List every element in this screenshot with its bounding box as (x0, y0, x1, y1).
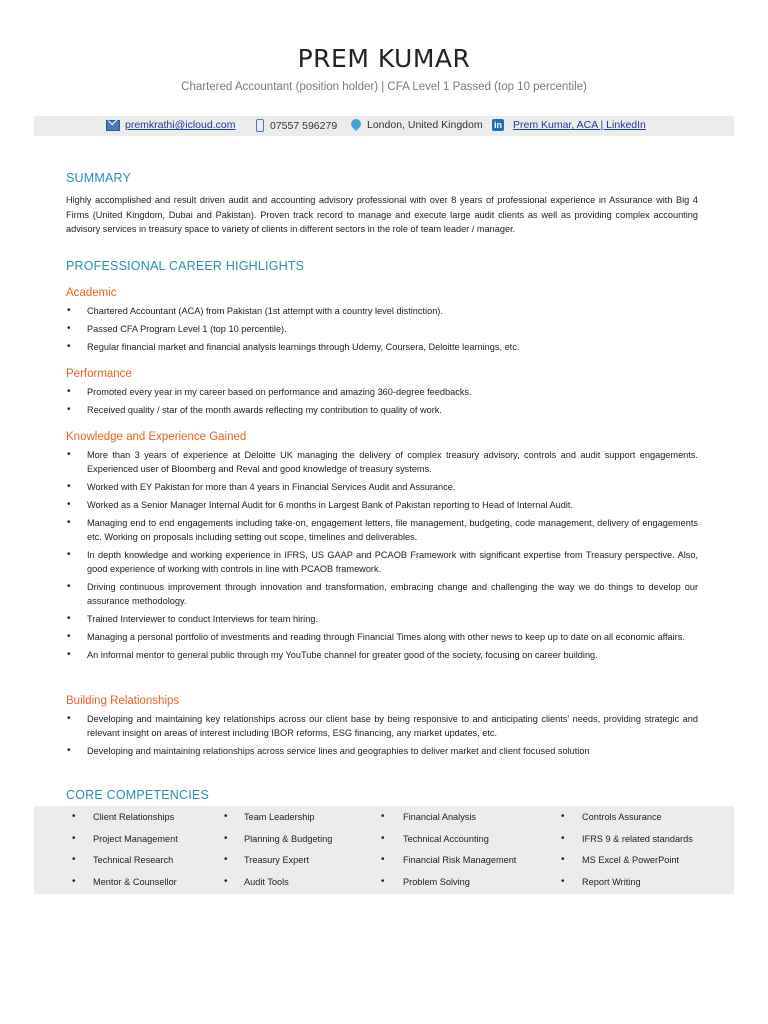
bullet-dot: • (224, 811, 228, 822)
bullet-dot: • (72, 811, 76, 822)
competency-item: Financial Risk Management (403, 855, 517, 865)
bullet-dot: • (224, 833, 228, 844)
list-item: • An informal mentor to general public through my YouTube channel for greater good of the society, focusing on career building. (66, 648, 698, 662)
competency-item: Problem Solving (403, 877, 470, 887)
bullet-dot: • (381, 876, 385, 887)
competency-item: Financial Analysis (403, 812, 477, 822)
knowledge-list (66, 448, 698, 666)
list-item: • Promoted every year in my career based on performance and amazing 360-degree feedbacks. (66, 385, 698, 399)
bullet-dot: • (72, 833, 76, 844)
summary-heading: SUMMARY (66, 171, 132, 185)
performance-heading: Performance (66, 368, 132, 380)
bullet-dot: • (72, 876, 76, 887)
bullet-dot: • (561, 811, 565, 822)
contact-phone (256, 119, 337, 132)
bullet-dot: • (561, 876, 565, 887)
linkedin-icon: in (494, 120, 502, 130)
location-text: London, United Kingdom (367, 119, 483, 131)
competency-item: Controls Assurance (582, 812, 662, 822)
list-item: • Trained Interviewer to conduct Interviews for team hiring. (66, 612, 698, 626)
bullet-dot: • (561, 854, 565, 865)
list-item: • Driving continuous improvement through innovation and transformation, embracing change and challenging the way we do things to develop our assurance methodology. (66, 580, 698, 608)
contact-location (351, 119, 483, 131)
list-item: • Worked as a Senior Manager Internal Audit for 6 months in Largest Bank of Pakistan reporting to Head of Internal Audit. (66, 498, 698, 512)
contact-bar (34, 116, 734, 136)
academic-list (66, 304, 698, 358)
competency-item: Treasury Expert (244, 855, 310, 865)
competency-item: Mentor & Counsellor (93, 877, 177, 887)
list-item: • Developing and maintaining key relationships across our client base by being responsive to and anticipating clients’ needs, providing strategic and relevant insight on areas of interest including IBOR reforms, ESG financing, any market updates, etc. (66, 712, 698, 740)
list-item: • Received quality / star of the month awards reflecting my contribution to quality of work. (66, 403, 698, 417)
performance-list (66, 385, 698, 421)
knowledge-heading: Knowledge and Experience Gained (66, 431, 247, 443)
list-item: • Passed CFA Program Level 1 (top 10 percentile). (66, 322, 698, 336)
list-item: • More than 3 years of experience at Deloitte UK managing the delivery of complex treasury advisory, controls and audit support engagements. Experienced user of Bloomberg and Reval and good knowledge of treasury systems. (66, 448, 698, 476)
bullet-dot: • (381, 854, 385, 865)
relationships-list (66, 712, 698, 762)
competency-item: Technical Research (93, 855, 174, 865)
linkedin-link[interactable]: Prem Kumar, ACA | LinkedIn (513, 119, 646, 131)
contact-linkedin[interactable] (492, 119, 646, 131)
competency-item: MS Excel & PowerPoint (582, 855, 680, 865)
competency-item: Client Relationships (93, 812, 175, 822)
location-pin-icon (349, 117, 363, 131)
competencies-grid (34, 806, 734, 894)
career-highlights-heading: PROFESSIONAL CAREER HIGHLIGHTS (66, 259, 305, 273)
bullet-dot: • (561, 833, 565, 844)
list-item: • In depth knowledge and working experience in IFRS, US GAAP and PCAOB Framework with significant expertise from Treasury perspective. Also, good experience of working with controls in line with PCAOB framework. (66, 548, 698, 576)
competency-item: IFRS 9 & related standards (582, 834, 693, 844)
bullet-dot: • (224, 854, 228, 865)
core-competencies-heading: CORE COMPETENCIES (66, 788, 209, 802)
bullet-dot: • (381, 811, 385, 822)
list-item: • Managing end to end engagements including take-on, engagement letters, file management, budgeting, code management, delivery of engagements etc. Working on proposals including setting out scope, timelines and deliverables. (66, 516, 698, 544)
phone-icon (256, 119, 264, 132)
list-item: • Worked with EY Pakistan for more than 4 years in Financial Services Audit and Assurance. (66, 480, 698, 494)
relationships-heading: Building Relationships (66, 695, 180, 707)
competency-item: Technical Accounting (403, 834, 489, 844)
phone-number: 07557 596279 (270, 119, 338, 132)
bullet-dot: • (224, 876, 228, 887)
candidate-tagline: Chartered Accountant (position holder) | CFA Level 1 Passed (top 10 percentile) (181, 81, 587, 93)
bullet-dot: • (381, 833, 385, 844)
academic-heading: Academic (66, 287, 117, 299)
competency-item: Team Leadership (244, 812, 315, 822)
competency-item: Report Writing (582, 877, 641, 887)
competency-item: Planning & Budgeting (244, 834, 333, 844)
competency-item: Project Management (93, 834, 178, 844)
list-item: • Developing and maintaining relationships across service lines and geographies to deliver market and client focused solution (66, 744, 698, 758)
email-link[interactable]: premkrathi@icloud.com (125, 119, 236, 131)
list-item: • Chartered Accountant (ACA) from Pakistan (1st attempt with a country level distinction). (66, 304, 698, 318)
email-icon (106, 120, 120, 131)
candidate-name: PREM KUMAR (297, 44, 471, 73)
summary-text: Highly accomplished and result driven audit and accounting advisory professional with over 8 years of professional experience in Assurance with Big 4 Firms (United Kingdom, Dubai and Pakistan). Proven track record to manage and execute large audit clients as well as providing complex accounting advisory services in treasury space to variety of clients in different sectors in the role of team leader / manager. (66, 195, 698, 235)
competency-item: Audit Tools (244, 877, 289, 887)
list-item: • Managing a personal portfolio of investments and reading through Financial Times along with other news to keep up to date on all economic affairs. (66, 630, 698, 644)
list-item: • Regular financial market and financial analysis learnings through Udemy, Coursera, Deloitte learnings, etc. (66, 340, 698, 354)
bullet-dot: • (72, 854, 76, 865)
contact-email[interactable] (106, 119, 235, 131)
